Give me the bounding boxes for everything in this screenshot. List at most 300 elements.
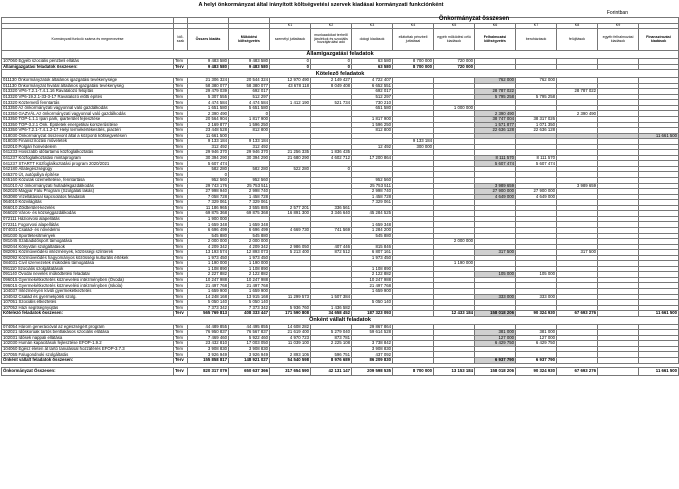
amount-cell: 1 659 900	[188, 288, 229, 294]
function-name: 018030 Önkormányzat összevont által a központi költségvetésen	[2, 133, 174, 139]
period: Terv	[174, 205, 188, 211]
amount-cell: 12 893 073	[229, 250, 270, 256]
amount-cell: 11 039 100	[270, 341, 311, 347]
function-name: 011130 Önkormányzat hivatal általános igazgatási tevékenység	[2, 83, 174, 89]
amount-cell: 6 937 790	[516, 357, 557, 363]
amount-cell: 3 908 830	[188, 346, 229, 352]
amount-cell: 1 571 877	[475, 122, 516, 128]
amount-cell: 8 976 689	[311, 357, 352, 363]
column-code: K4	[393, 23, 434, 29]
amount-cell: 8 111 570	[516, 155, 557, 161]
function-name: 013350 TOP-3.2.1 Önk. Épületek energetikai korszerűsítése	[2, 122, 174, 128]
amount-cell: 408 333 447	[229, 311, 270, 317]
column-header: beruházások	[516, 29, 557, 51]
column-code: K8	[557, 23, 598, 29]
column-code: K9	[598, 23, 639, 29]
function-name: 072311 Fogorvosi alapellátás	[2, 222, 174, 228]
amount-cell: 2 390 490	[557, 111, 598, 117]
amount-cell: 1 108 890	[352, 266, 393, 272]
amount-cell: 21 497 768	[352, 283, 393, 289]
amount-cell: 20 544 324	[229, 78, 270, 84]
period: Terv	[174, 59, 188, 65]
function-name: 013350 TOP-1.1.1 Ipari park, iparterület fejlesztése	[2, 117, 174, 123]
amount-cell: 11 299 573	[270, 294, 311, 300]
period: Terv	[174, 216, 188, 222]
column-header: ellátottak pénzbeli juttatásai	[393, 29, 434, 51]
amount-cell: 2 893 106	[270, 352, 311, 358]
function-name: 041237 Közfoglalkoztatási mintaprogram	[2, 155, 174, 161]
column-header: Felhalmozási költségvetés	[475, 29, 516, 51]
period: Terv	[174, 300, 188, 306]
amount-cell: 25 753 511	[352, 183, 393, 189]
amount-cell: 105 000	[475, 272, 516, 278]
amount-cell: 512 297	[229, 94, 270, 100]
function-name: 107052 Házi segítségnyújtás	[2, 305, 174, 311]
period: Terv	[174, 105, 188, 111]
amount-cell: 11 186 965	[188, 205, 229, 211]
column-header: Idő-szak	[174, 29, 188, 51]
function-name: 107055 Falugondnoki szolgáltatás	[2, 352, 174, 358]
function-name: 081030 Sportlétesítmények	[2, 233, 174, 239]
header-label-row	[2, 29, 679, 51]
function-name: 045160 Közutak üzemeltetése, fenntartása	[2, 178, 174, 184]
amount-cell: 2 000 000	[229, 239, 270, 245]
amount-cell: 43 678 118	[270, 83, 311, 89]
column-code: K7	[516, 23, 557, 29]
amount-cell: 3 926 949	[188, 352, 229, 358]
amount-cell: 1 659 900	[352, 288, 393, 294]
amount-cell: 38 747 004	[475, 117, 516, 123]
amount-cell: 5 213 400	[270, 250, 311, 256]
function-name: 096015 Gyermekétkeztetés köznevelési intézményben (Óvoda)	[2, 277, 174, 283]
amount-cell: 2 225 108	[311, 341, 352, 347]
amount-cell: 14 608 282	[270, 324, 311, 330]
amount-cell: 21 680 290	[270, 155, 311, 161]
amount-cell: 2 149 427	[311, 78, 352, 84]
period: Terv	[174, 250, 188, 256]
function-name: 104060 Egész életen át tartó tanulással hozzáférés EFOP-3.7.3	[2, 346, 174, 352]
amount-cell: 6 807 161	[352, 250, 393, 256]
amount-cell: 67 693 276	[557, 311, 598, 317]
function-name: 066020 Város- és községgazdálkodás	[2, 211, 174, 217]
function-name: 018030 Finanszírozási műveletek	[2, 139, 174, 145]
amount-cell: 6 429 750	[475, 341, 516, 347]
amount-cell: 27 998 940	[188, 189, 229, 195]
amount-cell: 1 458 728	[352, 194, 393, 200]
function-name: 072111 Háziorvosi alapellátás	[2, 216, 174, 222]
amount-cell: 1 190 000	[434, 261, 475, 267]
amount-cell: 9 133 184	[188, 139, 229, 145]
amount-cell: 42 131 147	[311, 367, 352, 375]
amount-cell: 8 700 000	[393, 64, 434, 70]
amount-cell: 5 050 140	[229, 300, 270, 306]
amount-cell: 7 373 342	[229, 305, 270, 311]
amount-cell: 13 153 184	[434, 367, 475, 375]
amount-cell: 812 800	[352, 128, 393, 134]
function-name: 107060 Egyéb szociális pénzbeli ellátás	[2, 59, 174, 65]
amount-cell: 0	[270, 59, 311, 65]
period: Terv	[174, 166, 188, 172]
amount-cell: 28 787 022	[475, 89, 516, 95]
amount-cell: 312 492	[229, 144, 270, 150]
unit-label: Forintban	[606, 10, 628, 16]
amount-cell: 8 700 000	[393, 59, 434, 65]
period: Terv	[174, 194, 188, 200]
amount-cell: 67 693 276	[557, 367, 598, 375]
grand-total-label: Önkormányzat Összesen:	[2, 367, 174, 375]
amount-cell: 13 193 574	[188, 250, 229, 256]
function-name: 041237 STARTT Közfoglalkoztatási program 2020/2021	[2, 161, 174, 167]
amount-cell: 952 560	[229, 178, 270, 184]
period: Terv	[174, 266, 188, 272]
function-name: 063080 Vízellátással kapcsolatos feladatok	[2, 194, 174, 200]
amount-cell: 582 280	[229, 166, 270, 172]
function-name: 091140 Óvodai nevelés működtetési feladatai	[2, 272, 174, 278]
amount-cell: 2 390 490	[188, 111, 229, 117]
amount-cell: 4 209 342	[229, 244, 270, 250]
amount-cell: 3 989 659	[557, 183, 598, 189]
function-name: 074054 Három generációval az egészségért program	[2, 324, 174, 330]
amount-cell: 720 000	[434, 64, 475, 70]
amount-cell: 7 469 460	[188, 335, 229, 341]
function-name: 013320 Köztemető fenntartás	[2, 100, 174, 106]
amount-cell: 812 800	[229, 128, 270, 134]
amount-cell: 4 474 584	[188, 100, 229, 106]
amount-cell: 29 867 864	[352, 324, 393, 330]
amount-cell: 5 922 460	[229, 335, 270, 341]
function-name: 013350 VP6-7.2.1-7.4.1.2-17 Helyi termékértékesítés, piactéri	[2, 128, 174, 134]
amount-cell: 90 324 930	[516, 367, 557, 375]
amount-cell: 381 000	[516, 330, 557, 336]
amount-cell: 21 306 324	[188, 78, 229, 84]
table-body	[2, 18, 679, 376]
amount-cell: 407 446	[311, 244, 352, 250]
amount-cell: 1 659 348	[352, 222, 393, 228]
period: Terv	[174, 183, 188, 189]
amount-cell: 1 817 900	[229, 117, 270, 123]
amount-cell: 312 492	[188, 144, 229, 150]
period: Terv	[174, 178, 188, 184]
function-name: 082044 Könyvtári szolgáltatások	[2, 244, 174, 250]
period: Terv	[174, 324, 188, 330]
amount-cell: 952 560	[352, 178, 393, 184]
amount-cell: 63 580	[352, 59, 393, 65]
amount-cell: 4 722 407	[352, 78, 393, 84]
amount-cell: 155 858 817	[188, 357, 229, 363]
amount-cell: 21 497 768	[229, 283, 270, 289]
amount-cell: 29 479 039	[188, 89, 229, 95]
amount-cell: 5 307 555	[188, 94, 229, 100]
period: Terv	[174, 283, 188, 289]
amount-cell: 17 003 050	[229, 341, 270, 347]
amount-cell: 5 050 140	[352, 300, 393, 306]
amount-cell: 521 734	[311, 100, 352, 106]
amount-cell: 9 483 580	[229, 64, 270, 70]
amount-cell: 4 649 000	[516, 194, 557, 200]
column-code: K2	[311, 23, 352, 29]
amount-cell: 127 000	[475, 335, 516, 341]
amount-cell: 3 738 842	[352, 341, 393, 347]
period: Terv	[174, 255, 188, 261]
period: Terv	[174, 78, 188, 84]
function-name: 104042 Család és gyermekjóléti szolg.	[2, 294, 174, 300]
amount-cell: 45 284 525	[352, 211, 393, 217]
function-name: 104037 Intézményen kívüli gyermekétkeztetés	[2, 288, 174, 294]
column-header: Összes kiadás	[188, 29, 229, 51]
amount-cell: 11 661 500	[639, 367, 679, 375]
amount-cell: 4 209 342	[188, 244, 229, 250]
amount-cell: 9 483 580	[229, 59, 270, 65]
amount-cell: 11 661 500	[188, 133, 229, 139]
amount-cell: 1 108 890	[188, 266, 229, 272]
column-code: K6	[475, 23, 516, 29]
amount-cell: 12 433 184	[434, 311, 475, 317]
amount-cell: 730 210	[352, 100, 393, 106]
amount-cell: 7 329 061	[188, 200, 229, 206]
column-header: munkaadókat terhelő járulékok és szociális hozzájárulási adó	[311, 29, 352, 51]
amount-cell: 5 607 474	[475, 161, 516, 167]
amount-cell: 317 654 590	[270, 367, 311, 375]
amount-cell: 0	[311, 64, 352, 70]
function-name: 102021 Időskorúak tartós bentlakásos szociális ellátása	[2, 330, 174, 336]
amount-cell: 9 483 580	[188, 59, 229, 65]
amount-cell: 1 596 250	[352, 122, 393, 128]
period: Terv	[174, 111, 188, 117]
amount-cell: 545 880	[188, 233, 229, 239]
column-header: Működési költségvetés	[229, 29, 270, 51]
amount-cell: 21 497 768	[188, 283, 229, 289]
amount-cell: 5 279 040	[311, 330, 352, 336]
amount-cell: 20 564 904	[188, 117, 229, 123]
amount-cell: 582 280	[188, 166, 229, 172]
amount-cell: 6 696 499	[229, 227, 270, 233]
period: Terv	[174, 335, 188, 341]
amount-cell: 158 018 206	[475, 367, 516, 375]
amount-cell: 1 458 728	[229, 194, 270, 200]
period: Terv	[174, 64, 188, 70]
amount-cell: 820 317 079	[188, 367, 229, 375]
period: Terv	[174, 341, 188, 347]
amount-cell: 12 492	[352, 144, 393, 150]
amount-cell: 5 795 258	[516, 94, 557, 100]
function-name: Kötelező feladatok összesen:	[2, 311, 174, 317]
amount-cell: 873 781	[311, 335, 352, 341]
amount-cell: 76 950 837	[188, 330, 229, 336]
amount-cell: 58 380 077	[229, 83, 270, 89]
amount-cell: 5 651 580	[229, 105, 270, 111]
period: Terv	[174, 172, 188, 178]
amount-cell: 741 569	[311, 227, 352, 233]
amount-cell: 3 908 830	[352, 346, 393, 352]
period: Terv	[174, 305, 188, 311]
amount-cell: 565 769 813	[188, 311, 229, 317]
period: Terv	[174, 222, 188, 228]
column-header: egyéb felhalmozási kiadások	[598, 29, 639, 51]
function-name: 011130 Önkormányzatok általános igazgatási tevékenysége	[2, 78, 174, 84]
period: Terv	[174, 117, 188, 123]
amount-cell: 3 346 640	[311, 211, 352, 217]
section-title: Államigazgatási feladatok	[2, 51, 679, 59]
period: Terv	[174, 94, 188, 100]
period: Terv	[174, 139, 188, 145]
page-title: A helyi önkormányzat által irányított költségvetési szervek kiadásai kormányzati funkciónként	[198, 2, 444, 8]
amount-cell: 2 986 050	[270, 244, 311, 250]
amount-cell: 11 661 500	[639, 133, 679, 139]
period: Terv	[174, 277, 188, 283]
amount-cell: 5 607 474	[188, 161, 229, 167]
amount-cell: 333 000	[516, 294, 557, 300]
function-name: 062020 Magyar Falu Program (Szolgálati lakás)	[2, 189, 174, 195]
amount-cell: 6 429 750	[516, 341, 557, 347]
amount-cell: 27 900 000	[516, 189, 557, 195]
amount-cell: 650 637 366	[229, 367, 270, 375]
amount-cell: 317 500	[475, 250, 516, 256]
amount-cell	[598, 367, 639, 375]
amount-cell: 0	[188, 172, 229, 178]
amount-cell: 90 324 930	[516, 311, 557, 317]
amount-cell: 6 937 790	[475, 357, 516, 363]
amount-cell: 522 280	[270, 166, 311, 172]
amount-cell: 1 596 250	[229, 122, 270, 128]
amount-cell: 69 875 368	[188, 211, 229, 217]
amount-cell: 11 661 500	[639, 311, 679, 317]
amount-cell: 1 659 348	[188, 222, 229, 228]
amount-cell: 105 000	[516, 272, 557, 278]
amount-cell: 2 577 201	[270, 205, 311, 211]
period: Terv	[174, 227, 188, 233]
amount-cell: 69 875 368	[229, 211, 270, 217]
column-code: K3	[352, 23, 393, 29]
column-header: egyéb működési célú kiadások	[434, 29, 475, 51]
function-name: 102030 Humán kapacitások fejlesztése EFOP-1.9.2	[2, 341, 174, 347]
amount-cell: 8 049 408	[311, 83, 352, 89]
header-group: Önkormányzat összesen	[270, 18, 679, 24]
amount-cell: 29 946 370	[229, 150, 270, 156]
amount-cell: 58 380 077	[188, 83, 229, 89]
amount-cell: 3 555 885	[229, 205, 270, 211]
function-name: 045370 Út, autópálya építése	[2, 172, 174, 178]
period: Terv	[174, 200, 188, 206]
amount-cell: 872 512	[311, 250, 352, 256]
function-name: 082092 Közművelődés hagyományos közösségi kulturális értékek	[2, 255, 174, 261]
period: Terv	[174, 239, 188, 245]
amount-cell: 317 500	[557, 250, 598, 256]
amount-cell: 1 190 000	[229, 261, 270, 267]
amount-cell: 10 247 988	[352, 277, 393, 283]
section-title: Kötelező feladatok	[2, 70, 679, 78]
period: Terv	[174, 100, 188, 106]
amount-cell: 1 651 580	[188, 105, 229, 111]
amount-cell: 1 190 000	[188, 261, 229, 267]
amount-cell: 1 659 900	[229, 288, 270, 294]
amount-cell: 651 580	[352, 105, 393, 111]
period: Terv	[174, 261, 188, 267]
function-name: 013320 VP6-7.2.1-7.4.1.16 Ravatalozó felújítás	[2, 89, 174, 95]
amount-cell: 54 540 598	[270, 357, 311, 363]
period: Terv	[174, 89, 188, 95]
amount-cell: 0	[311, 166, 352, 172]
function-name: 081045 Szabadidősport támogatása	[2, 239, 174, 245]
amount-cell: 952 560	[188, 178, 229, 184]
period: Terv	[174, 346, 188, 352]
amount-cell: 8 700 000	[393, 367, 434, 375]
amount-cell: 2 122 882	[352, 272, 393, 278]
amount-cell: 44 495 855	[229, 324, 270, 330]
amount-cell: 2 000 000	[188, 239, 229, 245]
amount-cell: 4 649 000	[475, 194, 516, 200]
function-name: 091110 Szociális szolgáltatások	[2, 266, 174, 272]
amount-cell: 5 607 474	[516, 161, 557, 167]
amount-cell: 7 373 342	[188, 305, 229, 311]
amount-cell: 333 000	[475, 294, 516, 300]
amount-cell: 5 050 140	[188, 300, 229, 306]
amount-cell: 76 567 837	[229, 330, 270, 336]
amount-cell: 127 000	[516, 335, 557, 341]
amount-cell: 44 489 855	[188, 324, 229, 330]
amount-cell: 1 412 190	[270, 100, 311, 106]
expenditure-table	[1, 17, 679, 376]
function-name: 082091 Közművelődési intézmények, közösségi színterek	[2, 250, 174, 256]
function-name: 064010 Közvilágítás	[2, 200, 174, 206]
period: Terv	[174, 367, 188, 375]
period: Terv	[174, 128, 188, 134]
function-name: Államigazgatási feladatok összesen:	[2, 64, 174, 70]
amount-cell: 3 989 659	[475, 183, 516, 189]
period: Terv	[174, 233, 188, 239]
function-name: 041233 Hosszabb időtartamú közfoglalkoztatás	[2, 150, 174, 156]
amount-cell: 5 795 258	[475, 94, 516, 100]
amount-cell: 4 602 712	[311, 155, 352, 161]
amount-cell: 1 659 348	[229, 222, 270, 228]
amount-cell: 8 111 570	[475, 155, 516, 161]
amount-cell: 3 908 830	[229, 346, 270, 352]
period: Terv	[174, 122, 188, 128]
amount-cell: 1 284 200	[352, 227, 393, 233]
amount-cell: 23 448 528	[188, 128, 229, 134]
period: Terv	[174, 294, 188, 300]
amount-cell: 4 474 584	[229, 100, 270, 106]
amount-cell: 21 619 400	[270, 330, 311, 336]
function-name: 096015 Gyermekétkeztetés köznevelési intézményben (Iskola)	[2, 283, 174, 289]
amount-cell: 10 247 988	[229, 277, 270, 283]
column-header: felújítások	[557, 29, 598, 51]
amount-cell: 545 880	[229, 233, 270, 239]
amount-cell: 158 018 206	[475, 311, 516, 317]
function-name: 107051 Szociális étkeztetés	[2, 300, 174, 306]
column-code: K1	[270, 23, 311, 29]
amount-cell: 5 936 760	[270, 305, 311, 311]
amount-cell: 27 900 000	[475, 189, 516, 195]
period: Terv	[174, 244, 188, 250]
amount-cell: 1 507 384	[311, 294, 352, 300]
amount-cell: 7 329 061	[352, 200, 393, 206]
amount-cell: 148 921 027	[229, 357, 270, 363]
amount-cell: 1 436 582	[311, 305, 352, 311]
column-code: K5	[434, 23, 475, 29]
grand-total-row	[2, 367, 679, 375]
period: Terv	[174, 133, 188, 139]
amount-cell: 6 652 551	[352, 83, 393, 89]
amount-cell: 171 590 808	[270, 311, 311, 317]
amount-cell: 7 329 061	[229, 200, 270, 206]
function-name: 066010 Zöldterület-kezelés	[2, 205, 174, 211]
section-title-row	[2, 316, 679, 324]
amount-cell: 7 058 728	[188, 194, 229, 200]
amount-cell: 1 071 350	[516, 122, 557, 128]
amount-cell: 30 394 290	[188, 155, 229, 161]
amount-cell: 596 751	[311, 352, 352, 358]
amount-cell: 86 209 830	[352, 357, 393, 363]
